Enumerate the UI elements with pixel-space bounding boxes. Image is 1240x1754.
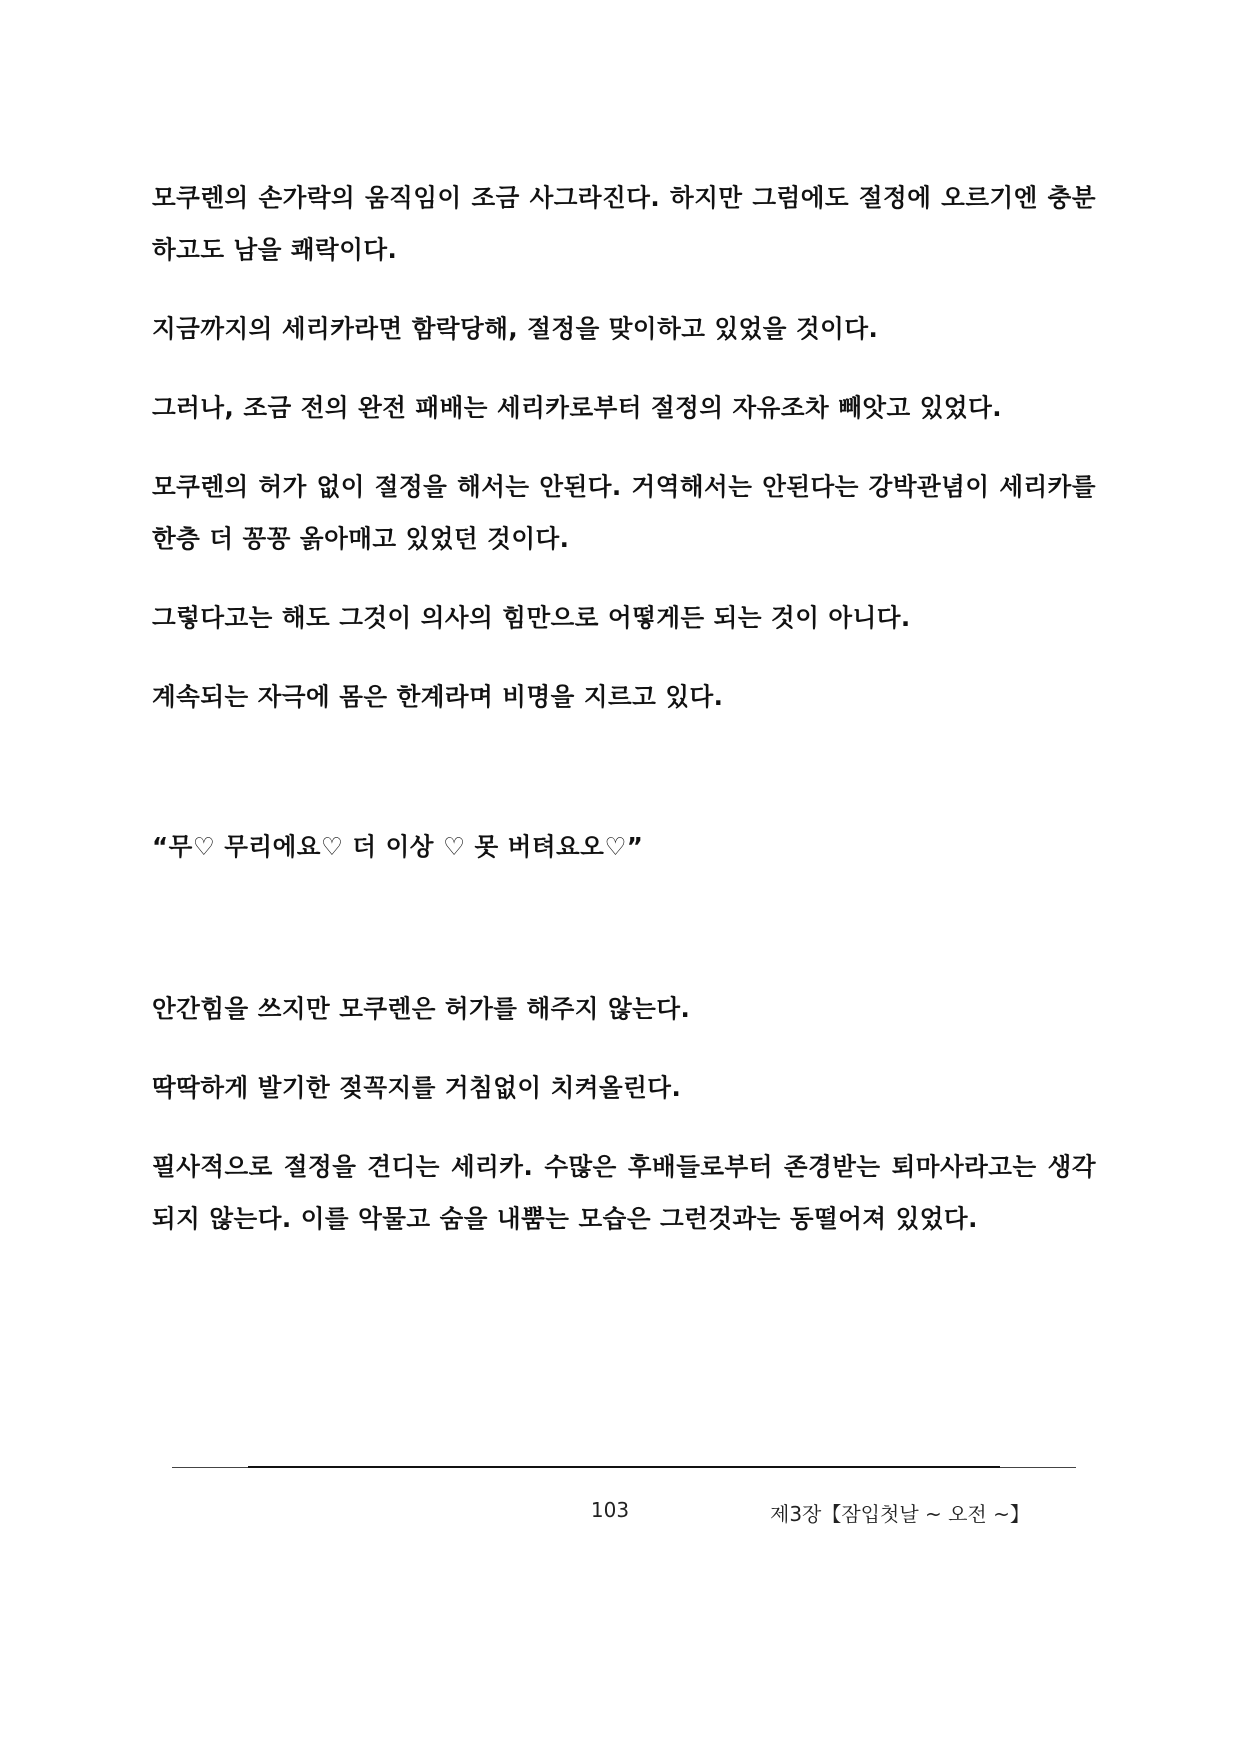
chapter-title: 제3장【잠입첫날 ~ 오전 ~】 xyxy=(770,1502,1030,1526)
paragraph: 안간힘을 쓰지만 모쿠렌은 허가를 해주지 않는다. xyxy=(152,994,691,1023)
dialogue-line: “무♡ 무리에요♡ 더 이상 ♡ 못 버텨요오♡” xyxy=(152,832,644,861)
paragraph: 필사적으로 절정을 견디는 세리카. 수많은 후배들로부터 존경받는 퇴마사라고는 생각되지 않는다. 이를 악물고 숨을 내뿜는 모습은 그런것과는 동떨어져 있었다. xyxy=(152,1152,1096,1233)
paragraph: 딱딱하게 발기한 젖꼭지를 거침없이 치켜올린다. xyxy=(152,1073,682,1102)
paragraph: 계속되는 자극에 몸은 한계라며 비명을 지르고 있다. xyxy=(152,682,724,711)
paragraph: 그렇다고는 해도 그것이 의사의 힘만으로 어떻게든 되는 것이 아니다. xyxy=(152,603,911,632)
document-body xyxy=(152,172,1096,1272)
paragraph: 그러나, 조금 전의 완전 패배는 세리카로부터 절정의 자유조차 빼앗고 있었다. xyxy=(152,393,1003,422)
footer-divider-bold xyxy=(248,1466,1000,1468)
paragraph: 모쿠렌의 손가락의 움직임이 조금 사그라진다. 하지만 그럼에도 절정에 오르기엔 충분하고도 남을 쾌락이다. xyxy=(152,183,1096,264)
paragraph: 지금까지의 세리카라면 함락당해, 절정을 맞이하고 있었을 것이다. xyxy=(152,314,879,343)
paragraph: 모쿠렌의 허가 없이 절정을 해서는 안된다. 거역해서는 안된다는 강박관념이 세리카를 한층 더 꽁꽁 옭아매고 있었던 것이다. xyxy=(152,472,1096,553)
page-number: 103 xyxy=(590,1498,630,1522)
